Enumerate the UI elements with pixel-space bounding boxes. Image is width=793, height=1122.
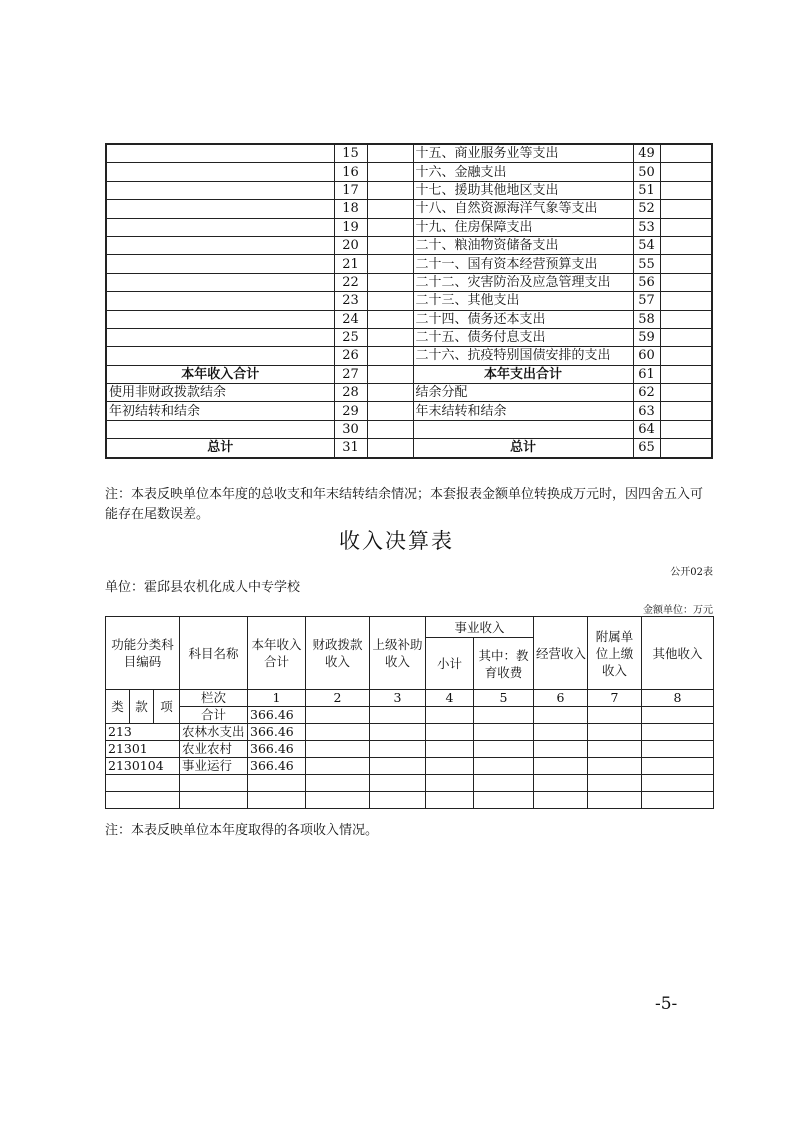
left-value bbox=[367, 402, 413, 420]
empty-cell bbox=[534, 707, 588, 724]
table-row bbox=[106, 328, 712, 346]
right-value bbox=[660, 181, 712, 199]
income-table bbox=[105, 616, 714, 809]
empty-cell bbox=[426, 758, 474, 775]
right-value bbox=[660, 200, 712, 218]
left-num: 28 bbox=[334, 384, 367, 402]
table-row bbox=[106, 255, 712, 273]
empty-cell bbox=[642, 758, 714, 775]
right-num: 64 bbox=[633, 420, 660, 438]
left-value bbox=[367, 384, 413, 402]
page-title: 收入决算表 bbox=[339, 529, 454, 553]
empty-cell bbox=[370, 724, 426, 741]
left-num: 22 bbox=[334, 273, 367, 291]
header-xiang: 项 bbox=[154, 690, 180, 724]
empty-cell bbox=[534, 758, 588, 775]
empty-cell bbox=[426, 792, 474, 809]
column-label: 栏次 bbox=[180, 690, 248, 707]
right-value bbox=[660, 420, 712, 438]
total-income-value bbox=[248, 792, 306, 809]
left-label: 使用非财政拨款结余 bbox=[106, 384, 334, 402]
right-label: 十八、自然资源海洋气象等支出 bbox=[413, 200, 633, 218]
empty-cell bbox=[474, 758, 534, 775]
left-num: 17 bbox=[334, 181, 367, 199]
total-row-value: 366.46 bbox=[248, 707, 306, 724]
header-upper-subsidy: 上级补助收入 bbox=[370, 617, 426, 690]
right-num: 59 bbox=[633, 328, 660, 346]
left-label: 总计 bbox=[106, 439, 334, 458]
empty-cell bbox=[370, 775, 426, 792]
col-num-7: 7 bbox=[588, 690, 642, 707]
table-row bbox=[106, 758, 714, 775]
empty-cell bbox=[588, 724, 642, 741]
empty-cell bbox=[474, 724, 534, 741]
empty-cell bbox=[474, 707, 534, 724]
col-num-5: 5 bbox=[474, 690, 534, 707]
right-num: 53 bbox=[633, 218, 660, 236]
table-row bbox=[106, 775, 714, 792]
left-num: 19 bbox=[334, 218, 367, 236]
header-subtotal: 小计 bbox=[426, 638, 474, 690]
right-value bbox=[660, 292, 712, 310]
total-income-value: 366.46 bbox=[248, 741, 306, 758]
empty-cell bbox=[588, 758, 642, 775]
left-num: 20 bbox=[334, 236, 367, 254]
right-label: 二十三、其他支出 bbox=[413, 292, 633, 310]
right-label: 二十四、债务还本支出 bbox=[413, 310, 633, 328]
left-label bbox=[106, 218, 334, 236]
right-label: 年末结转和结余 bbox=[413, 402, 633, 420]
unit-label: 单位：霍邱县农机化成人中专学校 bbox=[105, 580, 301, 595]
empty-cell bbox=[370, 707, 426, 724]
empty-cell bbox=[474, 775, 534, 792]
form-code: 公开02表 bbox=[670, 567, 713, 578]
left-value bbox=[367, 292, 413, 310]
total-income-value: 366.46 bbox=[248, 758, 306, 775]
total-income-value bbox=[248, 775, 306, 792]
left-label: 本年收入合计 bbox=[106, 365, 334, 383]
right-num: 49 bbox=[633, 144, 660, 163]
header-func-code: 功能分类科目编码 bbox=[106, 617, 180, 690]
right-value bbox=[660, 402, 712, 420]
header-operating: 经营收入 bbox=[534, 617, 588, 690]
left-value bbox=[367, 347, 413, 365]
right-num: 62 bbox=[633, 384, 660, 402]
left-label bbox=[106, 200, 334, 218]
header-subject-name: 科目名称 bbox=[180, 617, 248, 690]
left-label bbox=[106, 236, 334, 254]
empty-cell bbox=[426, 724, 474, 741]
right-label: 十七、援助其他地区支出 bbox=[413, 181, 633, 199]
empty-cell bbox=[370, 741, 426, 758]
left-num: 23 bbox=[334, 292, 367, 310]
subject-name: 农业农村 bbox=[180, 741, 248, 758]
table-row bbox=[106, 292, 712, 310]
right-value bbox=[660, 144, 712, 163]
col-num-6: 6 bbox=[534, 690, 588, 707]
empty-cell bbox=[474, 792, 534, 809]
table-row bbox=[106, 402, 712, 420]
right-value bbox=[660, 236, 712, 254]
table-row bbox=[106, 420, 712, 438]
right-num: 63 bbox=[633, 402, 660, 420]
right-label: 二十、粮油物资储备支出 bbox=[413, 236, 633, 254]
table-row bbox=[106, 144, 712, 163]
right-num: 50 bbox=[633, 163, 660, 181]
right-value bbox=[660, 218, 712, 236]
col-num-4: 4 bbox=[426, 690, 474, 707]
subject-name bbox=[180, 775, 248, 792]
total-row-label: 合计 bbox=[180, 707, 248, 724]
left-value bbox=[367, 273, 413, 291]
right-label bbox=[413, 420, 633, 438]
table-row bbox=[106, 724, 714, 741]
col-num-8: 8 bbox=[642, 690, 714, 707]
left-label bbox=[106, 310, 334, 328]
right-num: 51 bbox=[633, 181, 660, 199]
empty-cell bbox=[534, 792, 588, 809]
subject-code bbox=[106, 792, 180, 809]
empty-cell bbox=[534, 724, 588, 741]
left-num: 21 bbox=[334, 255, 367, 273]
right-label: 总计 bbox=[413, 439, 633, 458]
right-value bbox=[660, 384, 712, 402]
right-label: 十九、住房保障支出 bbox=[413, 218, 633, 236]
table-row bbox=[106, 792, 714, 809]
col-num-2: 2 bbox=[306, 690, 370, 707]
left-num: 26 bbox=[334, 347, 367, 365]
header-edu-fee: 其中：教育收费 bbox=[474, 638, 534, 690]
empty-cell bbox=[426, 775, 474, 792]
left-num: 29 bbox=[334, 402, 367, 420]
summary-note: 注：本表反映单位本年度的总收支和年末结转结余情况；本套报表金额单位转换成万元时，因四舍五入可能存在尾数误差。 bbox=[105, 487, 704, 522]
table-row bbox=[106, 163, 712, 181]
left-value bbox=[367, 439, 413, 458]
header-kuan: 款 bbox=[130, 690, 154, 724]
right-label: 二十六、抗疫特别国债安排的支出 bbox=[413, 347, 633, 365]
empty-cell bbox=[306, 707, 370, 724]
left-num: 15 bbox=[334, 144, 367, 163]
amount-unit-label: 金额单位：万元 bbox=[643, 605, 713, 616]
left-label bbox=[106, 347, 334, 365]
empty-cell bbox=[642, 707, 714, 724]
left-label bbox=[106, 255, 334, 273]
left-value bbox=[367, 365, 413, 383]
right-num: 61 bbox=[633, 365, 660, 383]
table-row bbox=[106, 439, 712, 458]
right-label: 二十一、国有资本经营预算支出 bbox=[413, 255, 633, 273]
left-label bbox=[106, 328, 334, 346]
left-value bbox=[367, 255, 413, 273]
left-num: 30 bbox=[334, 420, 367, 438]
left-label bbox=[106, 181, 334, 199]
table-row bbox=[106, 181, 712, 199]
subject-code: 21301 bbox=[106, 741, 180, 758]
left-num: 31 bbox=[334, 439, 367, 458]
left-num: 27 bbox=[334, 365, 367, 383]
table-row bbox=[106, 200, 712, 218]
right-label: 二十二、灾害防治及应急管理支出 bbox=[413, 273, 633, 291]
right-num: 57 bbox=[633, 292, 660, 310]
table-row bbox=[106, 236, 712, 254]
empty-cell bbox=[306, 741, 370, 758]
empty-cell bbox=[370, 792, 426, 809]
empty-cell bbox=[474, 741, 534, 758]
right-num: 60 bbox=[633, 347, 660, 365]
left-num: 16 bbox=[334, 163, 367, 181]
right-label: 结余分配 bbox=[413, 384, 633, 402]
table-row bbox=[106, 365, 712, 383]
left-value bbox=[367, 420, 413, 438]
empty-cell bbox=[588, 792, 642, 809]
empty-cell bbox=[426, 707, 474, 724]
right-num: 58 bbox=[633, 310, 660, 328]
left-value bbox=[367, 181, 413, 199]
col-num-3: 3 bbox=[370, 690, 426, 707]
empty-cell bbox=[642, 775, 714, 792]
subject-code: 2130104 bbox=[106, 758, 180, 775]
left-label bbox=[106, 144, 334, 163]
empty-cell bbox=[588, 775, 642, 792]
header-other: 其他收入 bbox=[642, 617, 714, 690]
table-row bbox=[106, 384, 712, 402]
left-value bbox=[367, 163, 413, 181]
left-value bbox=[367, 200, 413, 218]
table-row bbox=[106, 741, 714, 758]
left-value bbox=[367, 218, 413, 236]
right-num: 56 bbox=[633, 273, 660, 291]
table-row bbox=[106, 310, 712, 328]
right-value bbox=[660, 365, 712, 383]
right-value bbox=[660, 163, 712, 181]
right-value bbox=[660, 347, 712, 365]
right-label: 本年支出合计 bbox=[413, 365, 633, 383]
page-number: -5- bbox=[655, 994, 678, 1014]
right-label: 二十五、债务付息支出 bbox=[413, 328, 633, 346]
left-label bbox=[106, 273, 334, 291]
empty-cell bbox=[642, 724, 714, 741]
subject-code bbox=[106, 775, 180, 792]
left-num: 25 bbox=[334, 328, 367, 346]
right-value bbox=[660, 328, 712, 346]
empty-cell bbox=[306, 724, 370, 741]
table-row bbox=[106, 218, 712, 236]
right-num: 55 bbox=[633, 255, 660, 273]
right-value bbox=[660, 310, 712, 328]
total-income-value: 366.46 bbox=[248, 724, 306, 741]
header-affiliated: 附属单位上缴收入 bbox=[588, 617, 642, 690]
right-num: 65 bbox=[633, 439, 660, 458]
left-value bbox=[367, 144, 413, 163]
empty-cell bbox=[642, 792, 714, 809]
left-label bbox=[106, 420, 334, 438]
subject-name: 农林水支出 bbox=[180, 724, 248, 741]
income-note: 注：本表反映单位本年度取得的各项收入情况。 bbox=[105, 823, 379, 838]
right-num: 52 bbox=[633, 200, 660, 218]
left-value bbox=[367, 328, 413, 346]
right-label: 十五、商业服务业等支出 bbox=[413, 144, 633, 163]
left-num: 24 bbox=[334, 310, 367, 328]
empty-cell bbox=[306, 775, 370, 792]
right-value bbox=[660, 273, 712, 291]
empty-cell bbox=[534, 775, 588, 792]
summary-table bbox=[105, 143, 713, 459]
income-table-body bbox=[106, 724, 714, 809]
empty-cell bbox=[306, 792, 370, 809]
left-value bbox=[367, 236, 413, 254]
header-total-income: 本年收入合计 bbox=[248, 617, 306, 690]
left-num: 18 bbox=[334, 200, 367, 218]
table-row bbox=[106, 347, 712, 365]
subject-code: 213 bbox=[106, 724, 180, 741]
right-value bbox=[660, 439, 712, 458]
right-num: 54 bbox=[633, 236, 660, 254]
table-row bbox=[106, 273, 712, 291]
empty-cell bbox=[306, 758, 370, 775]
right-label: 十六、金融支出 bbox=[413, 163, 633, 181]
empty-cell bbox=[534, 741, 588, 758]
col-num-1: 1 bbox=[248, 690, 306, 707]
header-lei: 类 bbox=[106, 690, 130, 724]
empty-cell bbox=[588, 707, 642, 724]
header-fiscal: 财政拨款收入 bbox=[306, 617, 370, 690]
empty-cell bbox=[642, 741, 714, 758]
left-label: 年初结转和结余 bbox=[106, 402, 334, 420]
empty-cell bbox=[588, 741, 642, 758]
right-value bbox=[660, 255, 712, 273]
header-business-income: 事业收入 bbox=[426, 617, 534, 638]
empty-cell bbox=[370, 758, 426, 775]
left-label bbox=[106, 292, 334, 310]
left-label bbox=[106, 163, 334, 181]
summary-table-body bbox=[106, 144, 712, 458]
left-value bbox=[367, 310, 413, 328]
empty-cell bbox=[426, 741, 474, 758]
subject-name bbox=[180, 792, 248, 809]
subject-name: 事业运行 bbox=[180, 758, 248, 775]
